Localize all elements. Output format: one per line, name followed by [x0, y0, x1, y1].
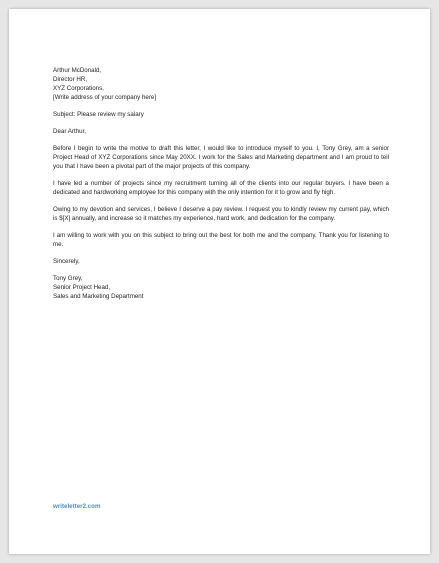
paragraph-request: Owing to my devotion and services, I believe I deserve a pay review. I request you to kindly review my current pay, which is $[X] annually, and increase so it matches my experience, hard work, and dedication for the company.	[53, 206, 389, 222]
recipient-address-line: [Write address of your company here]	[53, 94, 157, 101]
signer-department: Sales and Marketing Department	[53, 293, 144, 300]
signer-title: Senior Project Head,	[53, 284, 111, 291]
letter-page	[9, 9, 430, 554]
letter-body	[53, 66, 389, 301]
signer-name: Tony Grey,	[53, 275, 83, 282]
paragraph-closing-remarks: I am willing to work with you on this subject to bring out the best for both me and the company. Thank you for listening to me.	[53, 232, 389, 248]
subject-line: Subject: Please review my salary	[53, 111, 144, 118]
closing-phrase: Sincerely,	[53, 258, 80, 265]
recipient-name: Arthur McDonald,	[53, 67, 102, 74]
signature-block	[53, 274, 389, 301]
paragraph-achievements: I have led a number of projects since my recruitment turning all of the clients into our regular buyers. I have been a dedicated and hardworking employee for this company with the only intention for it to grow and fly high.	[53, 180, 389, 196]
recipient-company: XYZ Corporations,	[53, 85, 104, 92]
recipient-title: Director HR,	[53, 76, 88, 83]
footer-site-link[interactable]: writeletter2.com	[53, 503, 101, 510]
paragraph-introduction: Before I begin to write the motive to draft this letter, I would like to introduce myself to you. I, Tony Grey, am a senior Project Head of XYZ Corporations since May 20XX. I work for the Sales and Marketing department and I am proud to tell you that I have been a pivotal part of the major projects of this company.	[53, 145, 389, 170]
recipient-address	[53, 66, 389, 102]
salutation: Dear Arthur,	[53, 128, 87, 135]
